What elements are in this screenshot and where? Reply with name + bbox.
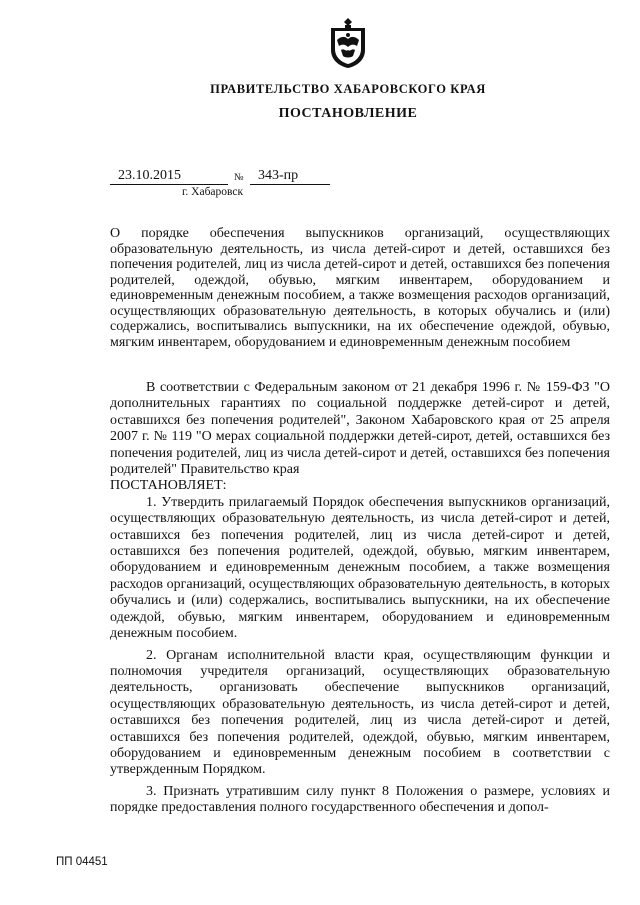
resolves-heading: ПОСТАНОВЛЯЕТ:: [110, 478, 227, 494]
document-number: 343-пр: [258, 168, 299, 183]
document-type: ПОСТАНОВЛЕНИЕ: [278, 106, 418, 121]
item-1-paragraph: 1. Утвердить прилагаемый Порядок обеспечения выпускников организаций, осуществляющих образовательную деятельность, из числа детей-сирот и детей, оставшихся без попечения родителей, лиц из числа детей-сирот и детей, оставшихся без попечения родителей, одеждой, обувью, мягким инвентарем, оборудованием и единовременным денежным пособием, а также возмещения расходов организаций, осуществляющих образовательную деятельность, в которых обучались и (или) содержались, воспитывались выпускники, на их обеспечение одеждой, обувью, мягким инвентарем, оборудованием и единовременным денежным пособием.: [110, 494, 610, 642]
document-title: О порядке обеспечения выпускников организаций, осуществляющих образовательную деятельность, из числа детей-сирот и детей, оставшихся без попечения родителей, лиц из числа детей-сирот и детей, оставшихся без попечения родителей, одеждой, обувью, мягким инвентарем, оборудованием и единовременным денежным пособием, а также возмещения расходов организаций, осуществляющих образовательную деятельность, в которых обучались и (или) содержались, воспитывались выпускники, на их обеспечение одеждой, обувью, мягким инвентарем, оборудованием и единовременным денежным пособием: [110, 226, 610, 350]
preamble-paragraph: В соответствии с Федеральным законом от 21 декабря 1996 г. № 159-ФЗ "О дополнительных гарантиях по социальной поддержке детей-сирот и детей, оставшихся без попечения родителей", Законом Хабаровского края от 25 апреля 2007 г. № 119 "О мерах социальной поддержки детей-сирот, детей, оставшихся без попечения родителей, лиц из числа детей-сирот и детей, оставшихся без попечения родителей" Правительство края: [110, 380, 610, 478]
date-field: [110, 168, 228, 185]
document-date: 23.10.2015: [118, 168, 181, 183]
item-2-paragraph: 2. Органам исполнительной власти края, осуществляющим функции и полномочия учредителя организаций, осуществляющих образовательную деятельность, организовать обеспечение выпускников организаций, осуществляющих образовательную деятельность, из числа детей-сирот и детей, оставшихся без попечения родителей, лиц из числа детей-сирот и детей, оставшихся без попечения родителей, одеждой, обувью, мягким инвентарем, оборудованием и единовременным денежным пособием в соответствии с утвержденным Порядком.: [110, 647, 610, 778]
document-body: [110, 380, 610, 817]
government-name: ПРАВИТЕЛЬСТВО ХАБАРОВСКОГО КРАЯ: [210, 82, 486, 96]
item-3-paragraph: 3. Признать утратившим силу пункт 8 Положения о размере, условиях и порядке предоставления полного государственного обеспечения и допол-: [110, 783, 610, 816]
footer-code: ПП 04451: [56, 856, 108, 868]
number-field: [250, 168, 330, 185]
number-sign: №: [234, 172, 244, 183]
city-name: г. Хабаровск: [182, 186, 244, 198]
khabarovsk-emblem-icon: [327, 16, 369, 70]
